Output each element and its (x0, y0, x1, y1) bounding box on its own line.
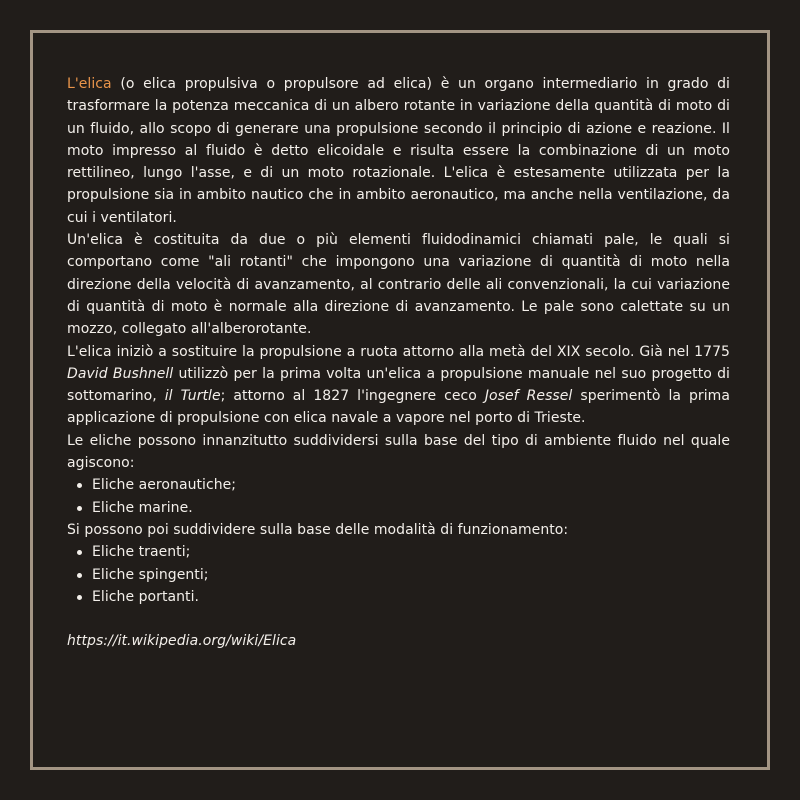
list-item (67, 474, 730, 496)
bullet-icon (77, 506, 82, 511)
paragraph-classification-function: Si possono poi suddividere sulla base delle modalità di funzionamento: (67, 521, 569, 538)
list-item-text: Eliche marine. (92, 499, 193, 516)
paragraph-definition-text: (o elica propulsiva o propulsore ad elica) è un organo intermediario in grado di trasformare la potenza meccanica di un albero rotante in variazione della quantità di moto di un fluido, allo scopo di generare una propulsione secondo il principio di azione e reazione. Il moto impresso al fluido è detto elicoidale e risulta essere la combinazione di un moto rettilineo, lungo l'asse, e di un moto rotazionale. L'elica è estesamente utilizzata per la propulsione sia in ambito nautico che in ambito aeronautico, ma anche nella ventilazione, da cui i ventilatori. (67, 76, 730, 226)
history-text-2: utilizzò per la prima volta un'elica a propulsione manuale nel suo progetto di sottomarino, (67, 365, 730, 405)
highlight-term: L'elica (67, 76, 112, 92)
bullet-icon (77, 550, 82, 555)
paragraph-structure: Un'elica è costituita da due o più elementi fluidodinamici chiamati pale, le quali si comportano come "ali rotanti" che impongono una variazione di quantità di moto nella direzione della velocità di avanzamento, al contrario delle ali convenzionali, la cui variazione di quantità di moto è normale alla direzione di avanzamento. Le pale sono calettate su un mozzo, collegato all'alberorotante. (67, 232, 730, 338)
inventor-name: David Bushnell (67, 365, 174, 382)
list-item (67, 497, 730, 519)
paragraph-classification-environment: Le eliche possono innanzitutto suddividersi sulla base del tipo di ambiente fluido nel quale agiscono: (67, 432, 730, 472)
article-content (67, 73, 730, 652)
history-text-3: ; attorno al 1827 l'ingegnere ceco (220, 388, 485, 405)
list-item-text: Eliche traenti; (92, 544, 191, 561)
list-item-text: Eliche portanti. (92, 588, 200, 605)
list-item (67, 541, 730, 563)
list-item-text: Eliche spingenti; (92, 566, 209, 583)
list-item (67, 564, 730, 586)
paragraph-history (67, 341, 730, 430)
bullet-icon (77, 595, 82, 600)
paragraph-definition (67, 73, 730, 229)
function-list (67, 541, 730, 608)
list-item-text: Eliche aeronautiche; (92, 477, 237, 494)
history-text-4: sperimentò la prima applicazione di propulsione con elica navale a vapore nel porto di Trieste. (67, 388, 730, 427)
environment-list (67, 474, 730, 519)
list-item (67, 586, 730, 608)
source-link: https://it.wikipedia.org/wiki/Elica (67, 633, 297, 650)
submarine-name: il Turtle (164, 388, 221, 405)
engineer-name: Josef Ressel (484, 388, 573, 405)
bullet-icon (77, 573, 82, 578)
bullet-icon (77, 483, 82, 488)
history-text-1: L'elica iniziò a sostituire la propulsione a ruota attorno alla metà del XIX secolo. Già nel 1775 (67, 343, 730, 360)
